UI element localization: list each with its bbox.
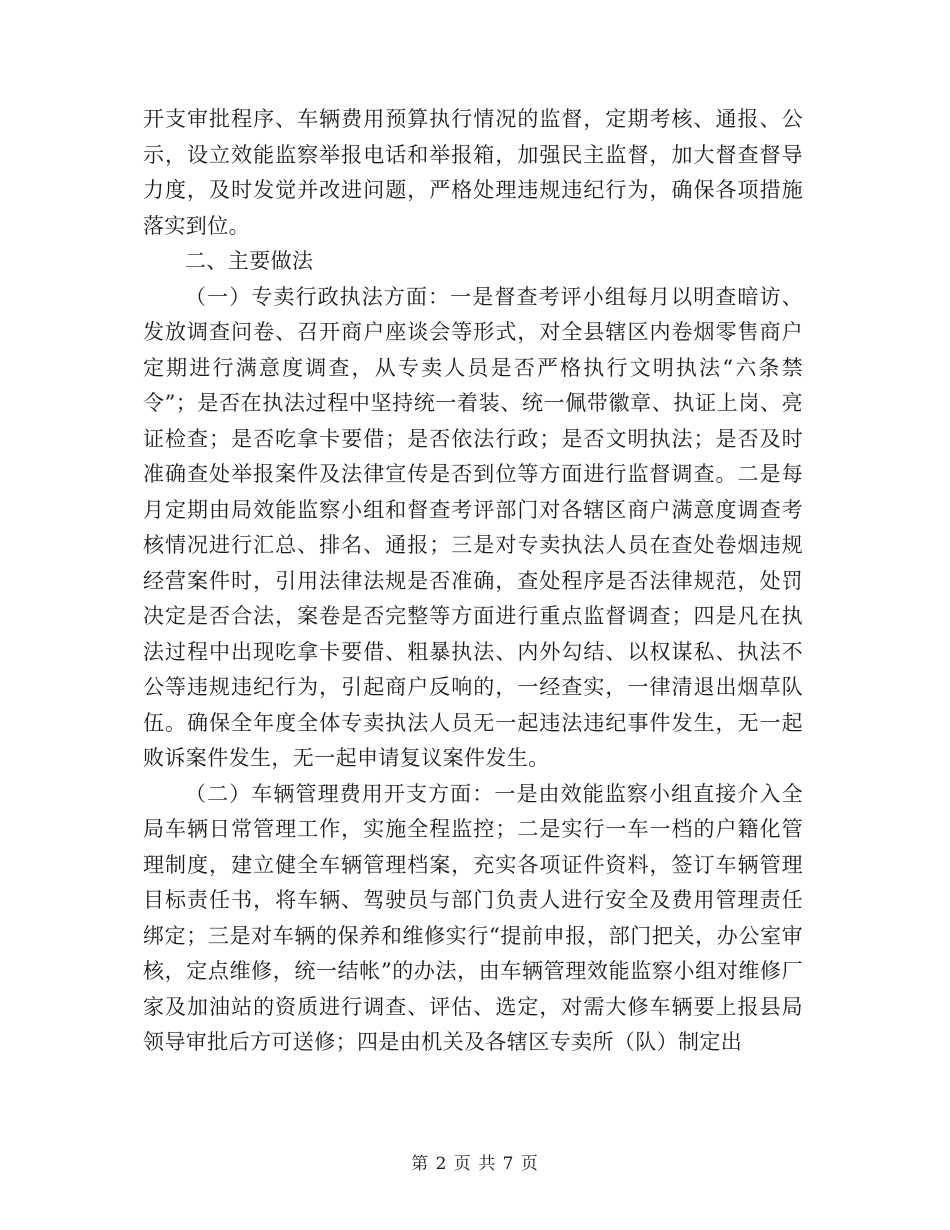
section-heading: 二、主要做法 — [185, 249, 314, 273]
paragraph-enforcement: （一）专卖行政执法方面：一是督查考评小组每月以明查暗访、发放调查问卷、召开商户座谈会等形式，对全县辖区内卷烟零售商户定期进行满意度调查，从专卖人员是否严格执行文明执法“六条禁令”；是否在执法过程中坚持统一着装、统一佩带徽章、执证上岗、亮证检查；是否吃拿卡要借；是否依法行政；是否文明执法；是否及时准确查处举报案件及法律宣传是否到位等方面进行监督调查。二是每月定期由局效能监察小组和督查考评部门对各辖区商户满意度调查考核情况进行汇总、排名、通报；三是对专卖执法人员在查处卷烟违规经营案件时，引用法律法规是否准确，查处程序是否法律规范，处罚决定是否合法，案卷是否完整等方面进行重点监督调查；四是凡在执法过程中出现吃拿卡要借、粗暴执法、内外勾结、以权谋私、执法不公等违规违纪行为，引起商户反响的，一经查实，一律清退出烟草队伍。确保全年度全体专卖执法人员无一起违法违纪事件发生，无一起败诉案件发生，无一起申请复议案件发生。 — [143, 284, 803, 770]
paragraph-continued: 开支审批程序、车辆费用预算执行情况的监督，定期考核、通报、公示，设立效能监察举报电话和举报箱，加强民主监督，加大督查督导力度，及时发觉并改进问题，严格处理违规违纪行为，确保各项措施落实到位。 — [143, 107, 803, 238]
page-number: 第 2 页 共 7 页 — [411, 1154, 539, 1174]
document-body — [143, 102, 803, 1061]
page-footer — [0, 1152, 950, 1176]
paragraph-vehicle-management: （二）车辆管理费用开支方面：一是由效能监察小组直接介入全局车辆日常管理工作，实施全程监控；二是实行一车一档的户籍化管理制度，建立健全车辆管理档案，充实各项证件资料，签订车辆管理目标责任书，将车辆、驾驶员与部门负责人进行安全及费用管理责任绑定；三是对车辆的保养和维修实行“提前申报，部门把关，办公室审核，定点维修，统一结帐”的办法，由车辆管理效能监察小组对维修厂家及加油站的资质进行调查、评估、选定，对需大修车辆要上报县局领导审批后方可送修；四是由机关及各辖区专卖所（队）制定出 — [143, 781, 803, 1054]
